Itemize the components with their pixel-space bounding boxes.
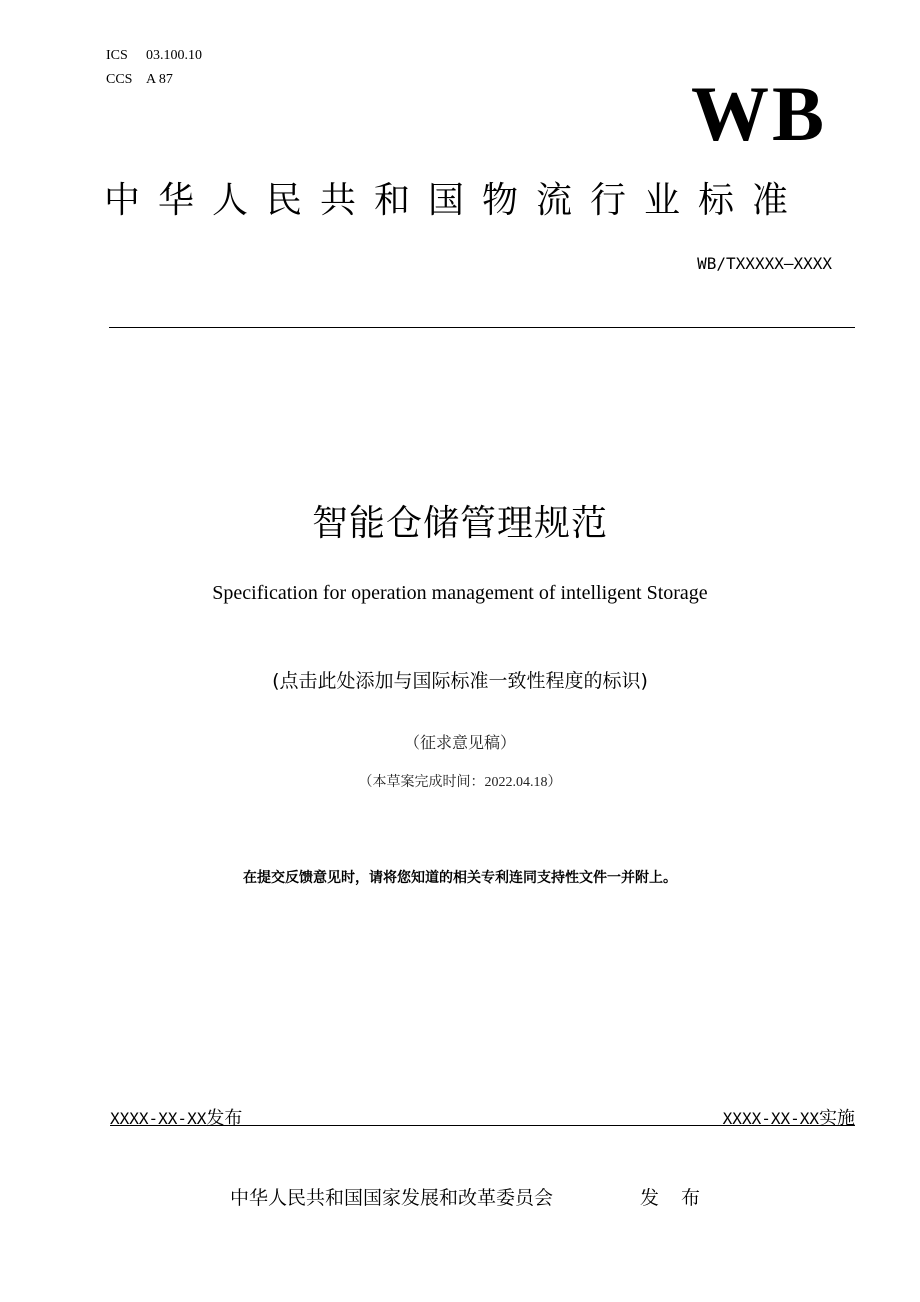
- intl-consistency-mark: (点击此处添加与国际标准一致性程度的标识): [272, 670, 648, 692]
- issue-label: 发布: [206, 1108, 243, 1129]
- draft-completion-date: （本草案完成时间：2022.04.18）: [358, 775, 562, 790]
- standard-number: WB/TXXXXX—XXXX: [697, 254, 832, 273]
- header-divider: [109, 327, 855, 328]
- implement-date-block: [723, 1106, 855, 1132]
- document-title-en: Specification for operation management of intelligent Storage: [212, 582, 708, 604]
- wb-logo: WB: [690, 70, 827, 157]
- implement-label: 实施: [819, 1108, 855, 1129]
- ics-code: 03.100.10: [146, 48, 202, 63]
- ics-row: [106, 44, 202, 68]
- issue-date: XXXX-XX-XX: [110, 1109, 207, 1128]
- ccs-label: CCS: [106, 72, 133, 87]
- ccs-row: [106, 68, 202, 92]
- footer-divider: [110, 1125, 855, 1126]
- issue-date-block: [110, 1106, 242, 1132]
- classification-codes: [106, 44, 202, 92]
- publish-word: 发 布: [640, 1187, 709, 1209]
- ics-label: ICS: [106, 48, 128, 63]
- ccs-code: A 87: [146, 72, 173, 87]
- draft-stage: （征求意见稿）: [403, 733, 516, 752]
- publisher: 中华人民共和国国家发展和改革委员会: [230, 1187, 554, 1209]
- patent-notice: 在提交反馈意见时，请将您知道的相关专利连同支持性文件一并附上。: [243, 870, 677, 886]
- document-title-cn: 智能仓储管理规范: [311, 503, 608, 544]
- implement-date: XXXX-XX-XX: [722, 1109, 819, 1128]
- standard-title: 中华人民共和国物流行业标准: [104, 180, 807, 221]
